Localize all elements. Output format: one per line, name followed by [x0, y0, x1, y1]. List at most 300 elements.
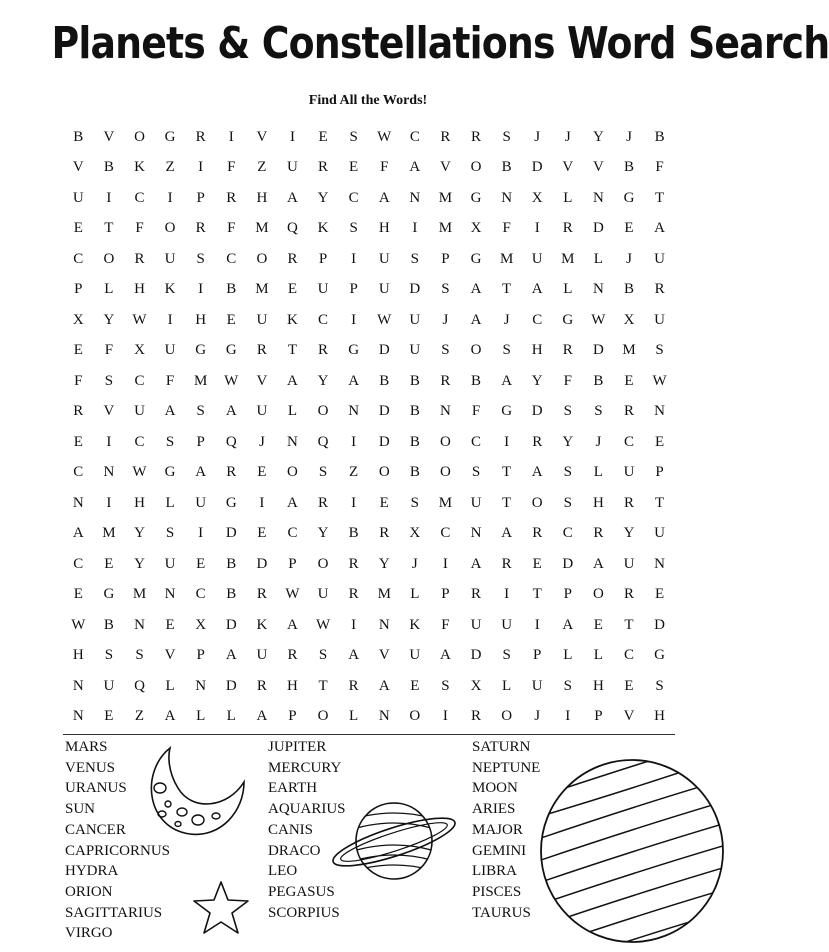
- word-list-item: CAPRICORNUS: [65, 842, 171, 859]
- grid-letter: N: [164, 586, 176, 603]
- grid-letter: O: [134, 128, 145, 145]
- word-list-item: PEGASUS: [268, 883, 335, 900]
- word-list-item: MAJOR: [472, 821, 523, 838]
- grid-letter: I: [351, 311, 357, 328]
- grid-letter: G: [501, 403, 513, 420]
- grid-letter: A: [501, 525, 513, 542]
- grid-letter: I: [351, 250, 357, 267]
- grid-letter: R: [532, 433, 543, 450]
- grid-letter: D: [225, 525, 237, 542]
- grid-letter: T: [624, 616, 634, 633]
- grid-letter: X: [470, 677, 482, 694]
- grid-letter: W: [377, 128, 392, 145]
- grid-letter: J: [626, 250, 632, 267]
- grid-letter: U: [256, 311, 268, 328]
- grid-letter: R: [256, 586, 267, 603]
- word-list-item: JUPITER: [268, 739, 327, 755]
- grid-letter: O: [256, 250, 268, 267]
- grid-letter: E: [624, 677, 634, 694]
- grid-letter: E: [410, 677, 420, 694]
- grid-letter: Z: [257, 159, 267, 176]
- grid-letter: L: [165, 494, 175, 511]
- grid-letter: L: [563, 281, 573, 298]
- grid-letter: S: [441, 342, 450, 359]
- grid-letter: I: [442, 708, 448, 725]
- grid-letter: N: [134, 616, 145, 633]
- grid-letter: A: [164, 403, 176, 420]
- grid-letter: M: [102, 525, 116, 542]
- grid-letter: U: [256, 647, 268, 664]
- grid-letter: B: [623, 159, 634, 176]
- grid-letter: S: [563, 677, 572, 694]
- grid-letter: B: [226, 586, 237, 603]
- grid-letter: W: [132, 464, 147, 481]
- grid-letter: N: [348, 403, 360, 420]
- grid-letter: F: [74, 372, 83, 389]
- grid-letter: X: [470, 220, 482, 237]
- grid-letter: R: [440, 372, 451, 389]
- word-list-item: HYDRA: [65, 863, 119, 880]
- grid-letter: M: [438, 220, 453, 237]
- grid-letter: E: [654, 433, 665, 450]
- grid-letter: K: [134, 159, 145, 176]
- grid-letter: C: [226, 250, 237, 267]
- grid-letter: A: [562, 616, 574, 633]
- grid-letter: G: [164, 464, 176, 481]
- grid-letter: R: [532, 525, 543, 542]
- grid-letter: D: [592, 342, 604, 359]
- grid-letter: N: [195, 677, 207, 694]
- grid-letter: G: [103, 586, 115, 603]
- grid-letter: I: [106, 433, 112, 450]
- grid-letter: F: [165, 372, 175, 389]
- grid-letter: L: [196, 708, 206, 725]
- grid-letter: V: [562, 159, 574, 176]
- grid-letter: L: [349, 708, 359, 725]
- grid-letter: I: [259, 494, 265, 511]
- grid-letter: R: [623, 403, 634, 420]
- grid-letter: T: [654, 494, 665, 511]
- grid-letter: H: [72, 647, 84, 664]
- grid-letter: V: [164, 647, 176, 664]
- grid-letter: M: [132, 586, 147, 603]
- word-list-item: LIBRA: [472, 863, 517, 880]
- grid-letter: U: [531, 677, 543, 694]
- grid-letter: S: [318, 647, 328, 664]
- grid-letter: S: [594, 403, 603, 420]
- grid-letter: X: [72, 311, 84, 328]
- grid-letter: C: [287, 525, 298, 542]
- grid-letter: U: [409, 647, 421, 664]
- grid-letter: G: [348, 342, 360, 359]
- grid-letter: B: [471, 372, 482, 389]
- grid-letter: F: [227, 220, 236, 237]
- grid-letter: H: [531, 342, 543, 359]
- word-list-item: VENUS: [65, 759, 116, 776]
- grid-letter: I: [504, 586, 510, 603]
- grid-letter: S: [318, 464, 328, 481]
- grid-letter: F: [104, 342, 114, 359]
- grid-letter: V: [592, 159, 604, 176]
- grid-letter: D: [378, 342, 390, 359]
- grid-letter: I: [565, 708, 571, 725]
- grid-letter: U: [164, 555, 176, 572]
- grid-letter: Z: [134, 708, 145, 725]
- grid-letter: P: [655, 464, 664, 481]
- grid-letter: O: [440, 433, 451, 450]
- grid-letter: N: [654, 555, 665, 572]
- grid-letter: M: [438, 189, 453, 206]
- grid-letter: V: [103, 403, 115, 420]
- grid-letter: A: [592, 555, 604, 572]
- grid-letter: Q: [317, 433, 329, 450]
- grid-letter: V: [72, 159, 84, 176]
- grid-letter: P: [318, 250, 328, 267]
- grid-letter: M: [499, 250, 514, 267]
- grid-letter: A: [531, 464, 543, 481]
- grid-letter: R: [501, 555, 512, 572]
- grid-letter: I: [351, 494, 357, 511]
- grid-letter: I: [167, 311, 173, 328]
- grid-letter: I: [351, 616, 357, 633]
- grid-letter: P: [288, 555, 297, 572]
- grid-letter: I: [442, 555, 448, 572]
- grid-letter: F: [563, 372, 572, 389]
- grid-letter: J: [534, 708, 541, 725]
- grid-letter: S: [563, 464, 572, 481]
- grid-letter: S: [135, 647, 144, 664]
- grid-letter: N: [378, 616, 390, 633]
- grid-letter: U: [654, 525, 665, 542]
- grid-letter: H: [287, 677, 298, 694]
- grid-letter: O: [501, 708, 513, 725]
- grid-letter: O: [164, 220, 176, 237]
- grid-letter: H: [592, 677, 604, 694]
- grid-letter: H: [378, 220, 390, 237]
- grid-letter: K: [317, 220, 329, 237]
- grid-letter: O: [287, 464, 298, 481]
- grid-letter: T: [502, 494, 512, 511]
- grid-letter: U: [654, 311, 665, 328]
- grid-letter: V: [256, 128, 268, 145]
- grid-letter: R: [195, 220, 206, 237]
- grid-letter: R: [318, 494, 329, 511]
- grid-letter: S: [104, 647, 114, 664]
- grid-letter: L: [593, 250, 603, 267]
- word-list-item: SUN: [65, 801, 96, 818]
- grid-letter: P: [349, 281, 358, 298]
- grid-letter: S: [441, 677, 450, 694]
- grid-letter: A: [470, 281, 482, 298]
- grid-letter: D: [531, 159, 543, 176]
- grid-letter: V: [103, 128, 115, 145]
- grid-letter: A: [470, 555, 482, 572]
- grid-letter: V: [256, 372, 268, 389]
- grid-letter: P: [196, 647, 205, 664]
- grid-letter: B: [226, 281, 237, 298]
- grid-letter: U: [378, 281, 390, 298]
- grid-letter: S: [655, 342, 664, 359]
- grid-letter: O: [378, 464, 390, 481]
- grid-letter: P: [533, 647, 542, 664]
- grid-letter: D: [470, 647, 482, 664]
- grid-letter: T: [532, 586, 542, 603]
- grid-letter: C: [562, 525, 573, 542]
- grid-letter: K: [256, 616, 268, 633]
- page-title: Planets & Constellations Word Search: [51, 18, 829, 69]
- grid-letter: B: [103, 159, 114, 176]
- grid-letter: E: [257, 525, 267, 542]
- grid-letter: R: [623, 494, 634, 511]
- grid-letter: C: [73, 555, 84, 572]
- grid-letter: E: [287, 281, 298, 298]
- grid-letter: O: [317, 403, 329, 420]
- grid-letter: A: [195, 464, 207, 481]
- grid-letter: A: [440, 647, 451, 664]
- grid-letter: I: [534, 616, 540, 633]
- grid-letter: Y: [317, 525, 329, 542]
- grid-letter: H: [654, 708, 665, 725]
- grid-letter: L: [593, 647, 603, 664]
- grid-letter: U: [256, 403, 268, 420]
- grid-letter: K: [164, 281, 176, 298]
- grid-letter: A: [287, 189, 298, 206]
- grid-letter: S: [165, 433, 175, 450]
- grid-letter: E: [104, 555, 114, 572]
- grid-letter: A: [256, 708, 268, 725]
- word-list-item: ARIES: [472, 801, 516, 818]
- grid-letter: X: [623, 311, 635, 328]
- moon-icon: [140, 742, 252, 842]
- grid-letter: J: [564, 128, 571, 145]
- grid-letter: G: [164, 128, 176, 145]
- grid-letter: Y: [562, 433, 574, 450]
- grid-letter: F: [135, 220, 144, 237]
- grid-letter: C: [409, 128, 420, 145]
- grid-letter: X: [195, 616, 207, 633]
- grid-letter: A: [225, 403, 237, 420]
- grid-letter: E: [73, 586, 83, 603]
- grid-letter: B: [501, 159, 512, 176]
- grid-letter: H: [256, 189, 268, 206]
- grid-letter: D: [225, 616, 237, 633]
- grid-letter: H: [134, 281, 145, 298]
- grid-letter: W: [591, 311, 606, 328]
- grid-letter: I: [198, 525, 204, 542]
- grid-letter: L: [563, 647, 573, 664]
- grid-letter: R: [379, 525, 390, 542]
- grid-letter: R: [562, 220, 573, 237]
- grid-letter: N: [501, 189, 513, 206]
- grid-letter: C: [623, 433, 634, 450]
- grid-letter: R: [623, 586, 634, 603]
- grid-letter: X: [531, 189, 543, 206]
- grid-letter: C: [532, 311, 543, 328]
- grid-letter: O: [409, 708, 421, 725]
- grid-letter: E: [257, 464, 267, 481]
- grid-letter: D: [654, 616, 665, 633]
- grid-letter: G: [654, 647, 665, 664]
- grid-letter: S: [441, 281, 450, 298]
- letter-grid: [63, 122, 675, 732]
- grid-letter: E: [226, 311, 236, 328]
- grid-letter: Y: [317, 372, 329, 389]
- grid-letter: J: [411, 555, 418, 572]
- grid-letter: P: [441, 250, 450, 267]
- grid-letter: W: [71, 616, 86, 633]
- grid-letter: Y: [134, 555, 145, 572]
- grid-letter: T: [287, 342, 298, 359]
- grid-letter: U: [164, 250, 176, 267]
- ringed-planet-icon: [328, 796, 463, 886]
- grid-letter: A: [72, 525, 84, 542]
- grid-letter: G: [195, 342, 207, 359]
- grid-letter: R: [195, 128, 206, 145]
- grid-letter: N: [103, 464, 115, 481]
- grid-letter: C: [440, 525, 451, 542]
- word-list-item: TAURUS: [472, 904, 531, 921]
- grid-letter: F: [441, 616, 450, 633]
- grid-letter: R: [348, 555, 359, 572]
- grid-letter: I: [504, 433, 510, 450]
- grid-letter: E: [593, 616, 603, 633]
- grid-letter: E: [73, 433, 83, 450]
- grid-letter: R: [256, 342, 267, 359]
- grid-letter: P: [441, 586, 450, 603]
- grid-letter: S: [104, 372, 114, 389]
- grid-letter: B: [593, 372, 604, 389]
- grid-letter: C: [471, 433, 482, 450]
- grid-letter: U: [72, 189, 84, 206]
- grid-letter: B: [379, 372, 390, 389]
- grid-letter: H: [134, 494, 145, 511]
- grid-letter: J: [258, 433, 265, 450]
- grid-letter: G: [623, 189, 635, 206]
- grid-letter: Y: [103, 311, 115, 328]
- divider: [63, 734, 675, 735]
- grid-letter: T: [654, 189, 665, 206]
- grid-letter: B: [623, 281, 634, 298]
- grid-letter: U: [164, 342, 176, 359]
- word-list-item: MERCURY: [268, 759, 342, 776]
- grid-letter: F: [655, 159, 664, 176]
- grid-letter: H: [195, 311, 207, 328]
- grid-letter: U: [623, 555, 635, 572]
- grid-letter: N: [654, 403, 665, 420]
- grid-letter: J: [503, 311, 510, 328]
- grid-letter: G: [470, 189, 482, 206]
- grid-letter: R: [471, 128, 482, 145]
- word-list-item: SATURN: [472, 739, 531, 755]
- word-list-item: EARTH: [268, 780, 318, 797]
- grid-letter: S: [563, 494, 572, 511]
- grid-letter: A: [348, 372, 360, 389]
- grid-letter: E: [532, 555, 542, 572]
- grid-letter: B: [103, 616, 114, 633]
- grid-letter: A: [378, 189, 390, 206]
- grid-letter: S: [196, 250, 205, 267]
- grid-letter: O: [440, 464, 451, 481]
- page-subtitle: Find All the Words!: [308, 93, 428, 108]
- grid-letter: T: [104, 220, 114, 237]
- grid-letter: N: [287, 433, 298, 450]
- grid-letter: D: [592, 220, 604, 237]
- grid-letter: N: [378, 708, 390, 725]
- grid-letter: A: [287, 616, 298, 633]
- grid-letter: F: [502, 220, 511, 237]
- grid-letter: B: [348, 525, 359, 542]
- grid-letter: M: [255, 281, 269, 298]
- grid-letter: J: [534, 128, 541, 145]
- grid-letter: I: [106, 189, 112, 206]
- grid-letter: A: [348, 647, 360, 664]
- grid-letter: L: [563, 189, 573, 206]
- grid-letter: R: [318, 342, 329, 359]
- grid-letter: A: [225, 647, 237, 664]
- grid-letter: S: [349, 220, 358, 237]
- grid-letter: O: [531, 494, 543, 511]
- grid-letter: W: [132, 311, 147, 328]
- grid-letter: L: [165, 677, 175, 694]
- grid-letter: J: [442, 311, 449, 328]
- grid-letter: L: [502, 677, 512, 694]
- grid-letter: L: [410, 586, 420, 603]
- grid-letter: Q: [287, 220, 298, 237]
- grid-letter: R: [287, 647, 298, 664]
- grid-letter: N: [470, 525, 482, 542]
- grid-letter: O: [317, 708, 329, 725]
- grid-letter: Z: [349, 464, 359, 481]
- grid-letter: S: [502, 342, 511, 359]
- grid-letter: M: [377, 586, 391, 603]
- star-icon: [190, 878, 252, 938]
- word-list-item: CANIS: [268, 821, 314, 838]
- grid-letter: C: [134, 189, 145, 206]
- grid-letter: L: [593, 464, 603, 481]
- grid-letter: E: [624, 220, 634, 237]
- grid-letter: U: [134, 403, 145, 420]
- word-list-item: URANUS: [65, 780, 127, 797]
- grid-letter: W: [224, 372, 239, 389]
- grid-letter: N: [440, 403, 451, 420]
- grid-letter: U: [531, 250, 543, 267]
- grid-letter: W: [285, 586, 300, 603]
- grid-letter: S: [563, 403, 572, 420]
- grid-letter: E: [104, 708, 114, 725]
- grid-letter: D: [378, 433, 390, 450]
- grid-letter: O: [317, 555, 329, 572]
- grid-letter: T: [502, 281, 512, 298]
- grid-letter: S: [410, 494, 419, 511]
- word-list-column-3: [472, 737, 540, 923]
- grid-letter: P: [74, 281, 83, 298]
- grid-letter: K: [287, 311, 298, 328]
- grid-letter: P: [594, 708, 603, 725]
- striped-planet-icon: [538, 757, 726, 945]
- grid-letter: N: [72, 677, 84, 694]
- grid-letter: B: [73, 128, 84, 145]
- grid-letter: J: [595, 433, 602, 450]
- grid-letter: S: [410, 250, 419, 267]
- grid-letter: I: [289, 128, 295, 145]
- grid-letter: M: [622, 342, 636, 359]
- grid-letter: C: [73, 250, 84, 267]
- grid-letter: A: [409, 159, 421, 176]
- grid-letter: R: [440, 128, 451, 145]
- grid-letter: S: [502, 647, 511, 664]
- grid-letter: N: [592, 281, 604, 298]
- grid-letter: Y: [531, 372, 543, 389]
